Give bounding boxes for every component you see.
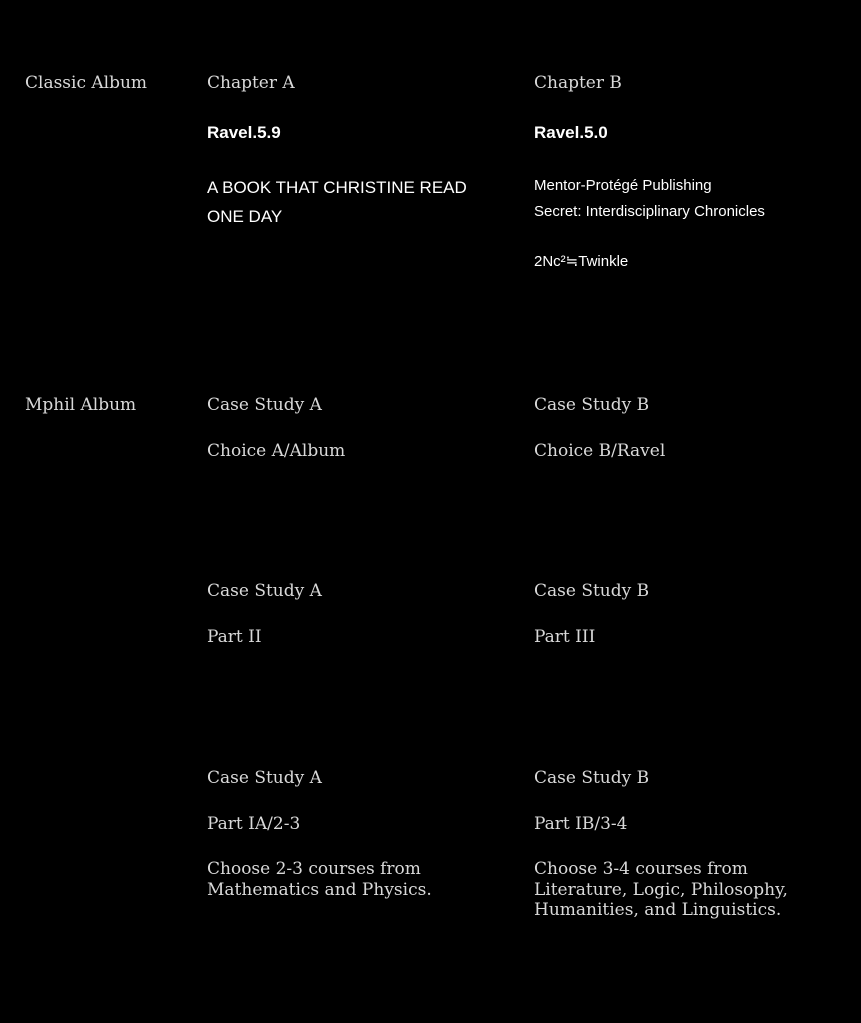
chapter-a-title: Chapter A <box>207 73 295 93</box>
row1-case-study-b-sub: Choice B/Ravel <box>534 441 666 461</box>
chapter-b-title: Chapter B <box>534 73 622 93</box>
row3-case-study-b-sub: Part IB/3-4 <box>534 814 628 834</box>
row3-case-study-a-description: Choose 2-3 courses from Mathematics and Physics. <box>207 859 432 900</box>
row3-case-study-a-title: Case Study A <box>207 768 322 788</box>
chapter-b-secret: Secret: Interdisciplinary Chronicles <box>534 203 765 220</box>
mphil-album-label: Mphil Album <box>25 395 137 415</box>
row1-case-study-a-sub: Choice A/Album <box>207 441 346 461</box>
row2-case-study-b-sub: Part III <box>534 627 596 647</box>
row2-case-study-b-title: Case Study B <box>534 581 650 601</box>
chapter-a-version: Ravel.5.9 <box>207 123 281 142</box>
row3-case-study-b-title: Case Study B <box>534 768 650 788</box>
chapter-a-book-line-2: ONE DAY <box>207 207 283 226</box>
row3-case-study-a-sub: Part IA/2-3 <box>207 814 301 834</box>
chapter-a-book-title <box>207 173 467 231</box>
row2-case-study-a-title: Case Study A <box>207 581 322 601</box>
row2-case-study-a-sub: Part II <box>207 627 262 647</box>
chapter-b-version: Ravel.5.0 <box>534 123 608 142</box>
chapter-a-book-line-1: A BOOK THAT CHRISTINE READ <box>207 178 467 197</box>
chapter-b-publisher: Mentor-Protégé Publishing <box>534 177 712 194</box>
chapter-b-formula: 2Nc²≒Twinkle <box>534 253 629 270</box>
row1-case-study-b-title: Case Study B <box>534 395 650 415</box>
classic-album-label: Classic Album <box>25 73 148 93</box>
row1-case-study-a-title: Case Study A <box>207 395 322 415</box>
row3-case-study-b-description: Choose 3-4 courses from Literature, Logic, Philosophy, Humanities, and Linguistics. <box>534 859 788 920</box>
